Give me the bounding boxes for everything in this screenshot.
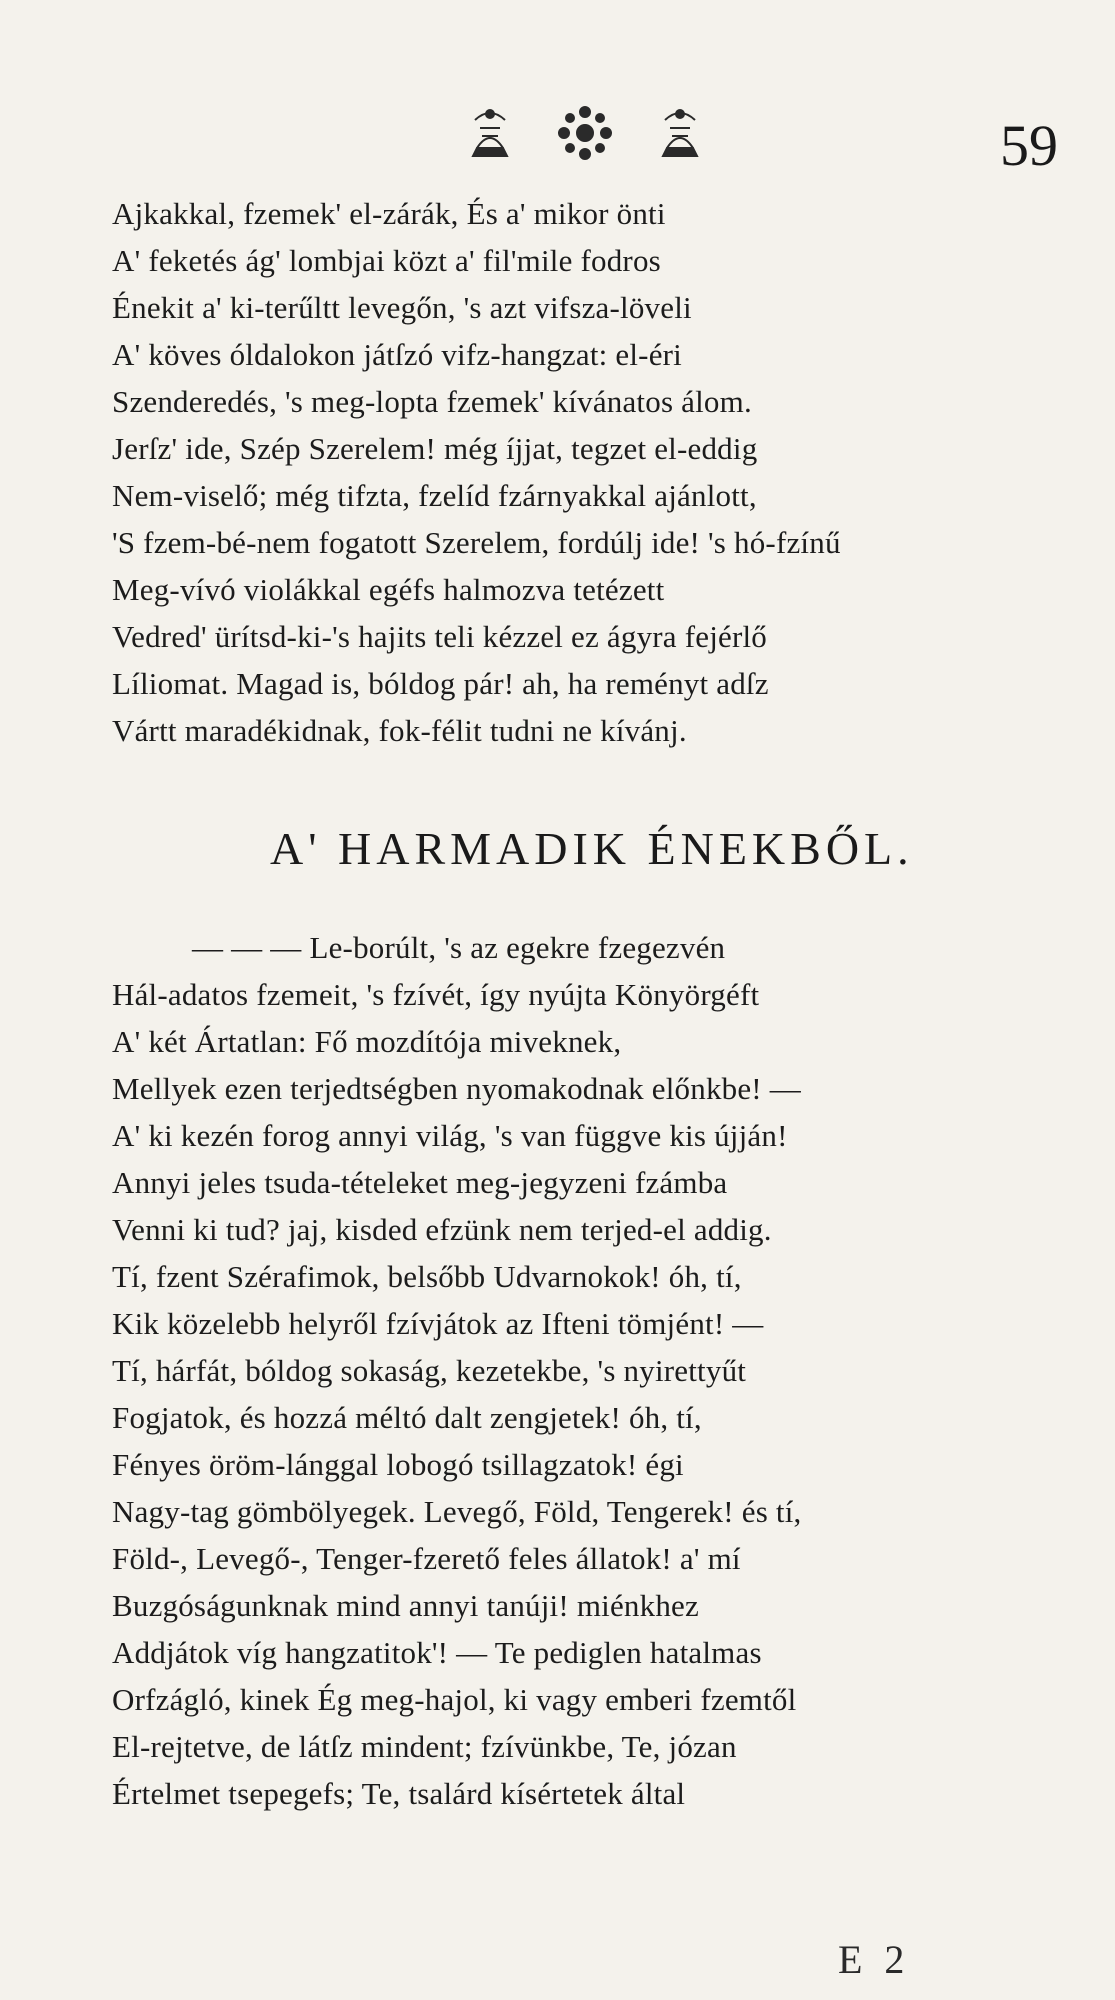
verse-line: Hál-adatos fzemeit, 's fzívét, így nyújta Könyörgéft <box>112 977 760 1012</box>
verse-line: El-rejtetve, de látſz mindent; fzívünkbe, Te, józan <box>112 1729 737 1764</box>
verse-line: Fogjatok, és hozzá méltó dalt zengjetek! óh, tí, <box>112 1400 702 1435</box>
verse-line: Föld-, Levegő-, Tenger-fzerető feles állatok! a' mí <box>112 1541 741 1576</box>
verse-line: Énekit a' ki-terűltt levegőn, 's azt vifsza-löveli <box>112 290 692 325</box>
verse-line: Líliomat. Magad is, bóldog pár! ah, ha reményt adſz <box>112 666 769 701</box>
verse-line: Vártt maradékidnak, fok-félit tudni ne kívánj. <box>112 713 687 748</box>
floral-ornament-icon <box>455 98 715 168</box>
verse-line: Meg-vívó violákkal egéfs halmozva tetézett <box>112 572 665 607</box>
verse-line: Nem-viselő; még tifzta, fzelíd fzárnyakkal ajánlott, <box>112 478 757 513</box>
verse-line: Buzgóságunknak mind annyi tanúji! miénkhez <box>112 1588 699 1623</box>
verse-line: Értelmet tsepegefs; Te, tsalárd kísértetek által <box>112 1776 686 1811</box>
verse-line: 'S fzem-bé-nem fogatott Szerelem, fordúlj ide! 's hó-fzínű <box>112 525 841 560</box>
verse-line: Tí, hárfát, bóldog sokaság, kezetekbe, 's nyirettyűt <box>112 1353 747 1388</box>
verse-line: — — — Le-borúlt, 's az egekre fzegezvén <box>192 930 726 965</box>
verse-line: Kik közelebb helyről fzívjátok az Ifteni tömjént! — <box>112 1306 764 1341</box>
verse-line: Orfzágló, kinek Ég meg-hajol, ki vagy emberi fzemtől <box>112 1682 797 1717</box>
verse-line: Fényes öröm-lánggal lobogó tsillagzatok! égi <box>112 1447 684 1482</box>
section-heading: A' HARMADIK ÉNEKBŐL. <box>270 823 914 874</box>
verse-line: Nagy-tag gömbölyegek. Levegő, Föld, Tengerek! és tí, <box>112 1494 802 1529</box>
signature-mark: E 2 <box>838 1937 911 1982</box>
verse-line: Venni ki tud? jaj, kisded efzünk nem terjed-el addig. <box>112 1212 772 1247</box>
verse-line: A' ki kezén forog annyi világ, 's van függve kis újján! <box>112 1118 788 1153</box>
verse-line: Ajkakkal, fzemek' el-zárák, És a' mikor önti <box>112 196 666 231</box>
verse-line: Vedred' ürítsd-ki-'s hajits teli kézzel ez ágyra fejérlő <box>112 619 768 654</box>
verse-line: Addjátok víg hangzatitok'! — Te pediglen hatalmas <box>112 1635 762 1670</box>
verse-line: Mellyek ezen terjedtségben nyomakodnak előnkbe! — <box>112 1071 801 1106</box>
verse-line: A' két Ártatlan: Fő mozdítója miveknek, <box>112 1024 622 1059</box>
verse-line: Annyi jeles tsuda-tételeket meg-jegyzeni fzámba <box>112 1165 728 1200</box>
verse-line: Szenderedés, 's meg-lopta fzemek' kívánatos álom. <box>112 384 752 419</box>
verse-line: A' feketés ág' lombjai közt a' fil'mile fodros <box>112 243 661 278</box>
verse-line: Jerſz' ide, Szép Szerelem! még íjjat, tegzet el-eddig <box>112 431 758 466</box>
verse-line: A' köves óldalokon játſzó vifz-hangzat: el-éri <box>112 337 683 372</box>
page-number: 59 <box>1000 113 1058 178</box>
verse-line: Tí, fzent Szérafimok, belsőbb Udvarnokok! óh, tí, <box>112 1259 742 1294</box>
